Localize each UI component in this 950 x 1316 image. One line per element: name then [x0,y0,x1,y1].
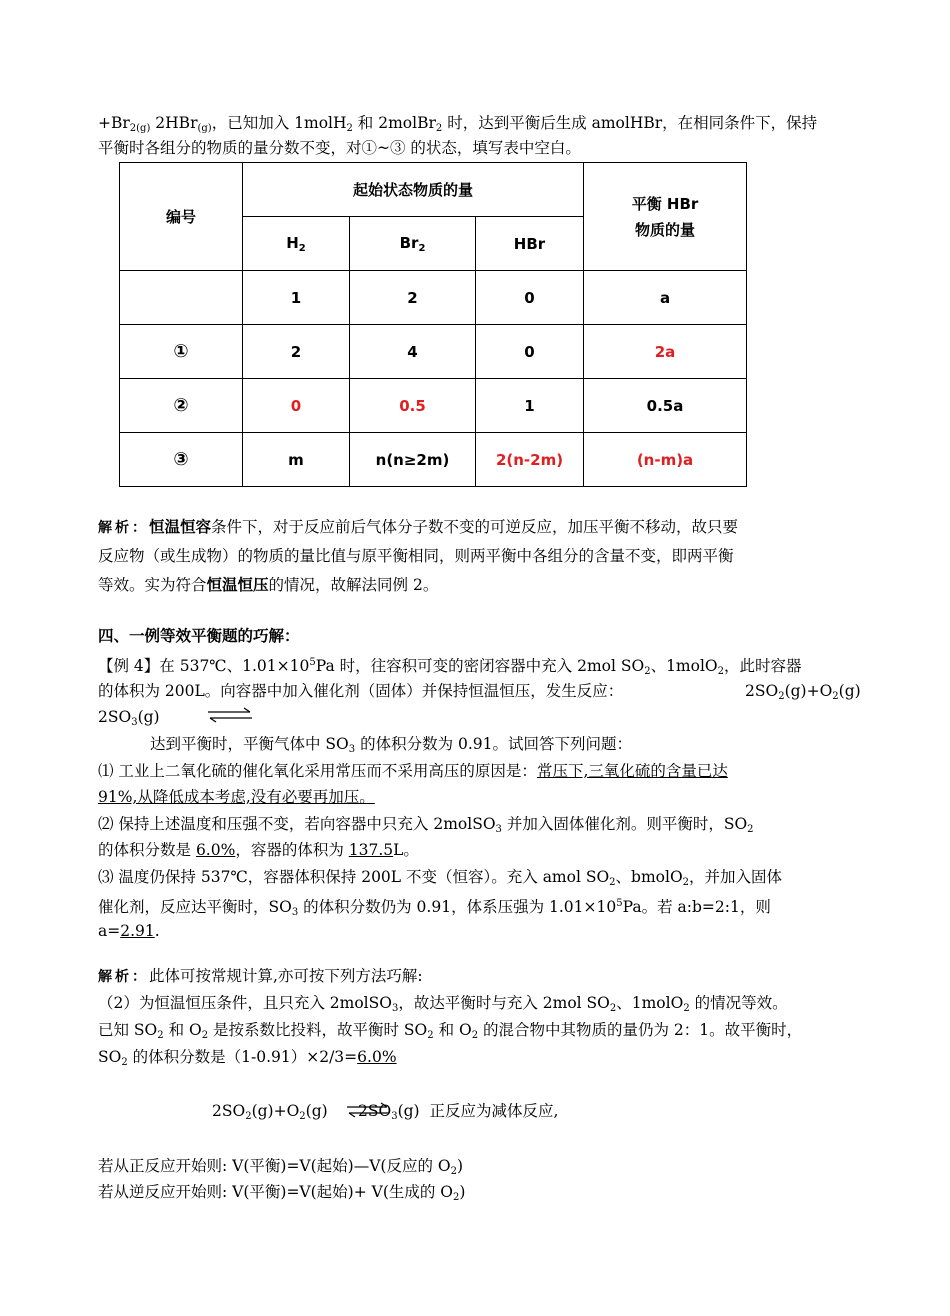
question-2-line-2: 的体积分数是 6.0%，容器的体积为 137.5L。 [98,841,419,859]
col-br2: $Br_2$ [350,217,476,271]
question-2-line-1: ⑵ 保持上述温度和压强不变，若向容器中只充入 2molSO$_3$ 并加入固体催化剂。则平衡时，$SO_2$ [98,815,754,835]
header-id: 编号 [120,163,243,271]
table-row: ③ m n(n≥2m) 2(n-2m) (n-m)a [120,433,747,487]
example4-line-3: $2SO_3(g)$ [98,708,160,728]
intro-line-1: $+Br_{2(g)}$ 2HBr$_{(g)}$，已知加入 1molH$_2$ 和 2molBr$_2$ 时，达到平衡后生成 amolHBr，在相同条件下，保持 [98,114,818,134]
analysis2-equation: $2SO_2(g)+O_2(g)$ [212,1102,328,1122]
question-3-line-2: 催化剂，反应达平衡时，$SO_3$ 的体积分数仍为 0.91，体系压强为 $1.01\times 10^5Pa$。若 a:b=2:1，则 [98,898,771,918]
table-row: ② 0 0.5 1 0.5a [120,379,747,433]
analysis2-equation-right: $2SO_3(g)$ 正反应为减体反应, [358,1102,559,1122]
equilibrium-arrow-icon [206,705,254,725]
question-3-line-1: ⑶ 温度仍保持 537℃，容器体积保持 200L 不变（恒容）。充入 amol $SO_2$、bmolO$_2$，并加入固体 [98,868,783,888]
example4-line-2: 的体积为 200L。向容器中加入催化剂（固体）并保持恒温恒压，发生反应： [98,682,624,700]
col-h2: $H_2$ [243,217,350,271]
example4-line-1: 【例 4】在 537℃、$1.01\times 10^5Pa$ 时，往容积可变的密闭容器中充入 2mol $SO_2$、1molO$_2$，此时容器 [98,657,802,677]
question-3-line-3: a=2.91. [98,922,160,940]
analysis2-line-2: （2）为恒温恒压条件，且只充入 2molSO$_3$，故达平衡时与充入 2mol $SO_2$、1molO$_2$ 的情况等效。 [98,994,788,1014]
header-eq: 平衡 HBr 物质的量 [584,163,747,271]
analysis1-line-1: 解析：恒温恒容条件下，对于反应前后气体分子数不变的可逆反应，加压平衡不移动，故只要 [98,518,739,536]
question-1-line-1: ⑴ 工业上二氧化硫的催化氧化采用常压而不采用高压的原因是：常压下,三氧化硫的含量已达 [98,762,728,780]
table-row: 1 2 0 a [120,271,747,325]
analysis2-line-4: $SO_2$ 的体积分数是（1-0.91）×2/3=6.0% [98,1048,397,1068]
example4-line-4: 达到平衡时，平衡气体中 $SO_3$ 的体积分数为 0.91。试回答下列问题： [150,735,633,755]
section4-heading: 四、一例等效平衡题的巧解： [98,627,300,645]
equilibrium-table [119,162,747,487]
question-1-line-2: 91%,从降低成本考虑,没有必要再加压。 [98,788,375,806]
analysis1-line-3: 等效。实为符合恒温恒压的情况，故解法同例 2。 [98,576,439,594]
col-hbr: HBr [476,217,584,271]
formula-reverse: 若从逆反应开始则: V(平衡)=V(起始)+ V(生成的 $O_2$) [98,1183,466,1203]
example4-reaction-left: $2SO_2(g)+O_2(g)$ [745,682,861,702]
analysis2-line-1: 解析：此体可按常规计算,亦可按下列方法巧解: [98,967,423,985]
formula-forward: 若从正反应开始则: V(平衡)=V(起始)—V(反应的 $O_2$) [98,1157,464,1177]
analysis1-line-2: 反应物（或生成物）的物质的量比值与原平衡相同，则两平衡中各组分的含量不变，即两平衡 [98,547,734,565]
table-row: ① 2 4 0 2a [120,325,747,379]
header-start: 起始状态物质的量 [243,163,584,217]
intro-line-2: 平衡时各组分的物质的量分数不变，对①~③ 的状态，填写表中空白。 [98,139,581,157]
analysis2-line-3: 已知 $SO_2$ 和 $O_2$ 是按系数比投料，故平衡时 $SO_2$ 和 $O_2$ 的混合物中其物质的量仍为 2：1。故平衡时， [98,1021,803,1041]
